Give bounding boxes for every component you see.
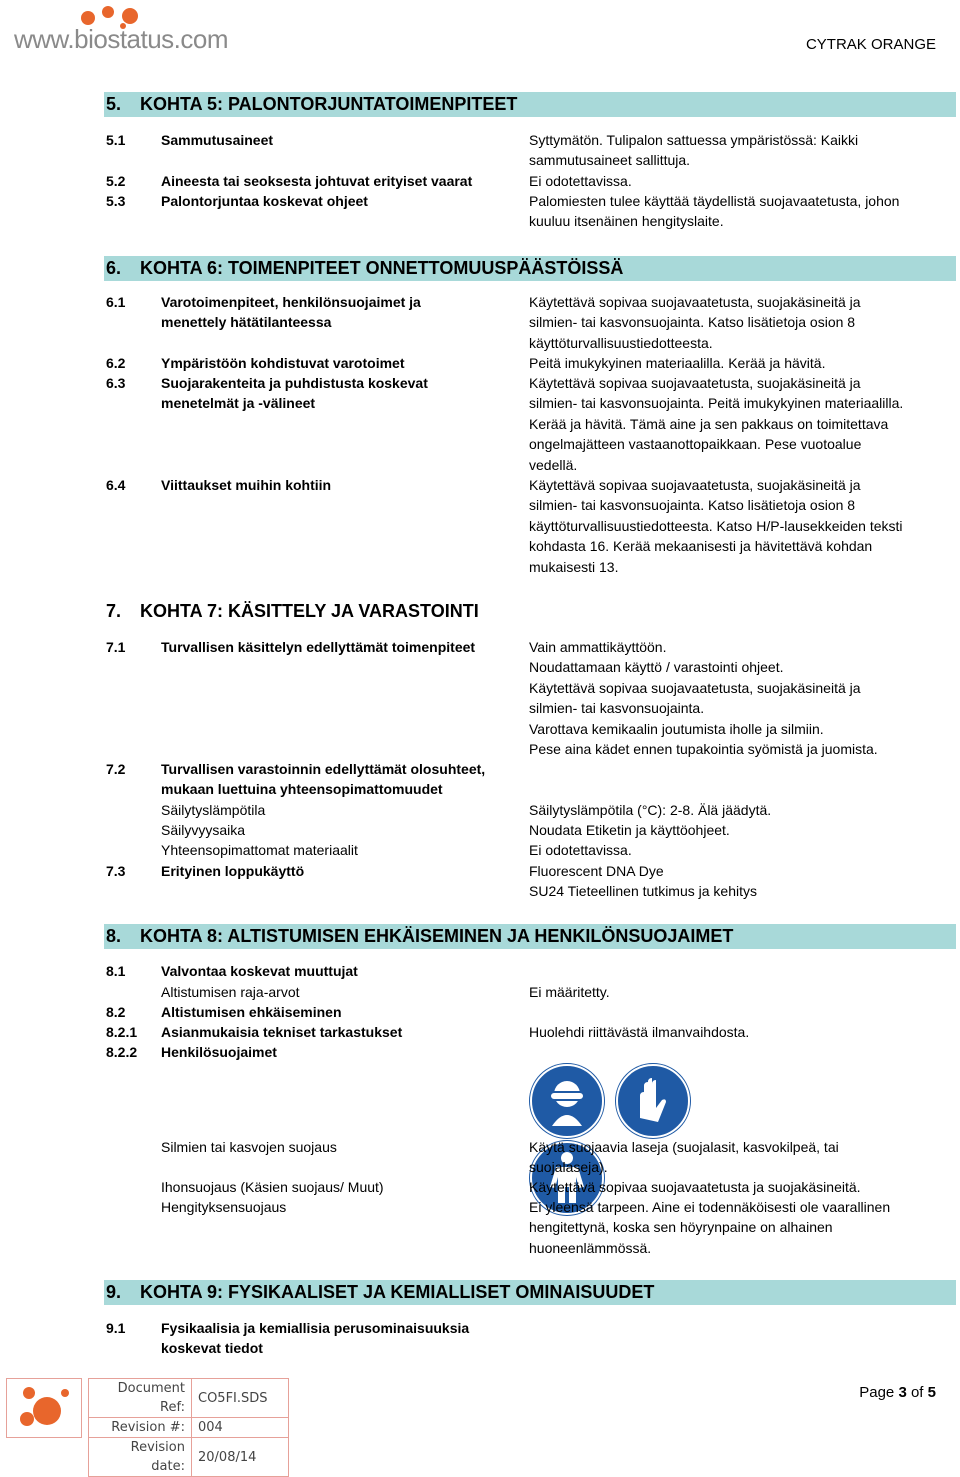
- item-label: Hengityksensuojaus: [161, 1199, 287, 1215]
- item-label: Silmien tai kasvojen suojaus: [161, 1139, 337, 1155]
- item-label: Fysikaalisia ja kemiallisia perusominaisuuksia koskevat tiedot: [161, 1320, 470, 1357]
- total-pages: 5: [927, 1384, 936, 1401]
- item-label: Säilytyslämpötila: [161, 802, 266, 818]
- item-value: Peitä imukykyinen materiaalilla. Kerää ja hävitä.: [529, 355, 826, 371]
- item-value: Noudata Etiketin ja käyttöohjeet.: [529, 822, 730, 838]
- item-number: 5.1: [106, 132, 126, 148]
- item-label: Suojarakenteita ja puhdistusta koskevat menetelmät ja -välineet: [161, 375, 428, 412]
- item-number: 7.3: [106, 863, 126, 879]
- item-number: 6.1: [106, 294, 126, 310]
- item-value: Huolehdi riittävästä ilmanvaihdosta.: [529, 1024, 750, 1040]
- item-number: 5.2: [106, 173, 126, 189]
- item-value: Säilytyslämpötila (°C): 2-8. Älä jäädytä.: [529, 802, 772, 818]
- revision-date-label: Revision date:: [89, 1438, 192, 1477]
- footer-logo: [6, 1378, 82, 1438]
- current-page: 3: [898, 1384, 907, 1401]
- item-value: Fluorescent DNA Dye SU24 Tieteellinen tutkimus ja kehitys: [529, 863, 757, 900]
- item-label: Erityinen loppukäyttö: [161, 863, 305, 879]
- biostatus-mark-icon: [7, 1379, 81, 1437]
- item-label: Turvallisen käsittelyn edellyttämät toimenpiteet: [161, 639, 476, 655]
- section-6-heading: [104, 256, 956, 281]
- item-number: 7.2: [106, 761, 126, 777]
- item-label: Altistumisen ehkäiseminen: [161, 1004, 342, 1020]
- item-label: Yhteensopimattomat materiaalit: [161, 842, 358, 858]
- item-value: Ei odotettavissa.: [529, 173, 632, 189]
- item-label: Valvontaa koskevat muuttujat: [161, 963, 358, 979]
- item-value: Vain ammattikäyttöön. Noudattamaan käyttö / varastointi ohjeet. Käytettävä sopivaa suojavaatetusta, suojakäsineitä ja silmien- tai kasvonsuojainta. Varottava kemikaalin joutumista iholle ja silmiin. Pese aina kädet ennen tupakointia syömistä ja juomista.: [529, 639, 878, 758]
- item-value: Käytettävä sopivaa suojavaatetusta, suojakäsineitä ja silmien- tai kasvonsuojainta. Katso lisätietoja osion 8 käyttöturvallisuustiedotteesta. Katso H/P-lausekkeiden teksti kohdasta 16. Kerää mekaanisesti ja hävitettävä kohdan mukaisesti 13.: [529, 477, 903, 575]
- item-label: Palontorjuntaa koskevat ohjeet: [161, 193, 368, 209]
- item-label: Aineesta tai seoksesta johtuvat erityiset vaarat: [161, 173, 473, 189]
- item-number: 9.1: [106, 1320, 126, 1336]
- biostatus-logo[interactable]: [14, 4, 254, 54]
- revision-value: 004: [192, 1418, 289, 1438]
- item-number: 8.2.2: [106, 1044, 138, 1060]
- section-number: 5.: [106, 94, 122, 114]
- item-number: 8.2.1: [106, 1024, 138, 1040]
- item-label: Asianmukaisia tekniset tarkastukset: [161, 1024, 403, 1040]
- item-value: Käytä suojaavia laseja (suojalasit, kasvokilpeä, tai suojalaseja).: [529, 1139, 839, 1176]
- section-number: 6.: [106, 258, 122, 278]
- item-number: 8.2: [106, 1004, 126, 1020]
- item-value: Käytettävä sopivaa suojavaatetusta, suojakäsineitä ja silmien- tai kasvonsuojainta. Peitä imukykyinen materiaalilla. Kerää ja hävitä. Tämä aine ja sen pakkaus on toimitettava ongelmajätteen vastaanottopaikkaan. Pese vuotoalue vedellä.: [529, 375, 904, 473]
- section-number: 9.: [106, 1282, 122, 1302]
- item-label: Varotoimenpiteet, henkilönsuojaimet ja menettely hätätilanteessa: [161, 294, 421, 331]
- section-title: KOHTA 6: TOIMENPITEET ONNETTOMUUSPÄÄSTÖISSÄ: [140, 258, 624, 278]
- item-number: 7.1: [106, 639, 126, 655]
- section-8-heading: [104, 924, 956, 949]
- item-value: Palomiesten tulee käyttää täydellistä suojavaatetusta, johon kuuluu itsenäinen hengityslaite.: [529, 193, 900, 230]
- document-info-table: [88, 1378, 289, 1477]
- doc-ref-value: CO5FI.SDS: [192, 1379, 289, 1418]
- item-number: 6.3: [106, 375, 126, 391]
- section-number: 7.: [106, 601, 122, 621]
- page-indicator: Page 3 of 5: [859, 1384, 936, 1401]
- section-title: KOHTA 5: PALONTORJUNTATOIMENPITEET: [140, 94, 518, 114]
- section-7-heading: [104, 599, 956, 624]
- section-title: KOHTA 7: KÄSITTELY JA VARASTOINTI: [140, 601, 479, 621]
- item-label: Säilyvyysaika: [161, 822, 246, 838]
- item-label: Ihonsuojaus (Käsien suojaus/ Muut): [161, 1179, 384, 1195]
- section-9-heading: [104, 1280, 956, 1305]
- item-label: Sammutusaineet: [161, 132, 274, 148]
- section-title: KOHTA 9: FYSIKAALISET JA KEMIALLISET OMINAISUUDET: [140, 1282, 655, 1302]
- item-label: Turvallisen varastoinnin edellyttämät olosuhteet, mukaan luettuina yhteensopimattomuudet: [161, 761, 486, 798]
- item-value: Syttymätön. Tulipalon sattuessa ympäristössä: Kaikki sammutusaineet sallittuja.: [529, 132, 859, 169]
- section-number: 8.: [106, 926, 122, 946]
- item-number: 6.4: [106, 477, 126, 493]
- item-label: Ympäristöön kohdistuvat varotoimet: [161, 355, 405, 371]
- section-5-heading: [104, 92, 956, 117]
- item-number: 5.3: [106, 193, 126, 209]
- product-name: CYTRAK ORANGE: [805, 36, 936, 53]
- eye-face-protection-icon: [530, 1064, 604, 1138]
- section-title: KOHTA 8: ALTISTUMISEN EHKÄISEMINEN JA HENKILÖNSUOJAIMET: [140, 926, 734, 946]
- item-value: Ei yleensä tarpeen. Aine ei todennäköisesti ole vaarallinen hengitettynä, koska sen höyrynpaine on alhainen huoneenlämmössä.: [529, 1199, 891, 1256]
- item-value: Ei odotettavissa.: [529, 842, 632, 858]
- item-label: Viittaukset muihin kohtiin: [161, 477, 332, 493]
- item-number: 8.1: [106, 963, 126, 979]
- item-number: 6.2: [106, 355, 126, 371]
- hand-protection-icon: [616, 1064, 690, 1138]
- item-value: Käytettävä sopivaa suojavaatetusta ja suojakäsineitä.: [529, 1179, 861, 1195]
- item-value: Ei määritetty.: [529, 984, 610, 1000]
- revision-label: Revision #:: [89, 1418, 192, 1438]
- item-label: Altistumisen raja-arvot: [161, 984, 300, 1000]
- site-url: www.biostatus.com: [14, 24, 229, 54]
- item-label: Henkilösuojaimet: [161, 1044, 277, 1060]
- revision-date-value: 20/08/14: [192, 1438, 289, 1477]
- doc-ref-label: Document Ref:: [89, 1379, 192, 1418]
- item-value: Käytettävä sopivaa suojavaatetusta, suojakäsineitä ja silmien- tai kasvonsuojainta. Katso lisätietoja osion 8 käyttöturvallisuustiedotteesta.: [529, 294, 861, 351]
- ppe-icons: [530, 1064, 770, 1134]
